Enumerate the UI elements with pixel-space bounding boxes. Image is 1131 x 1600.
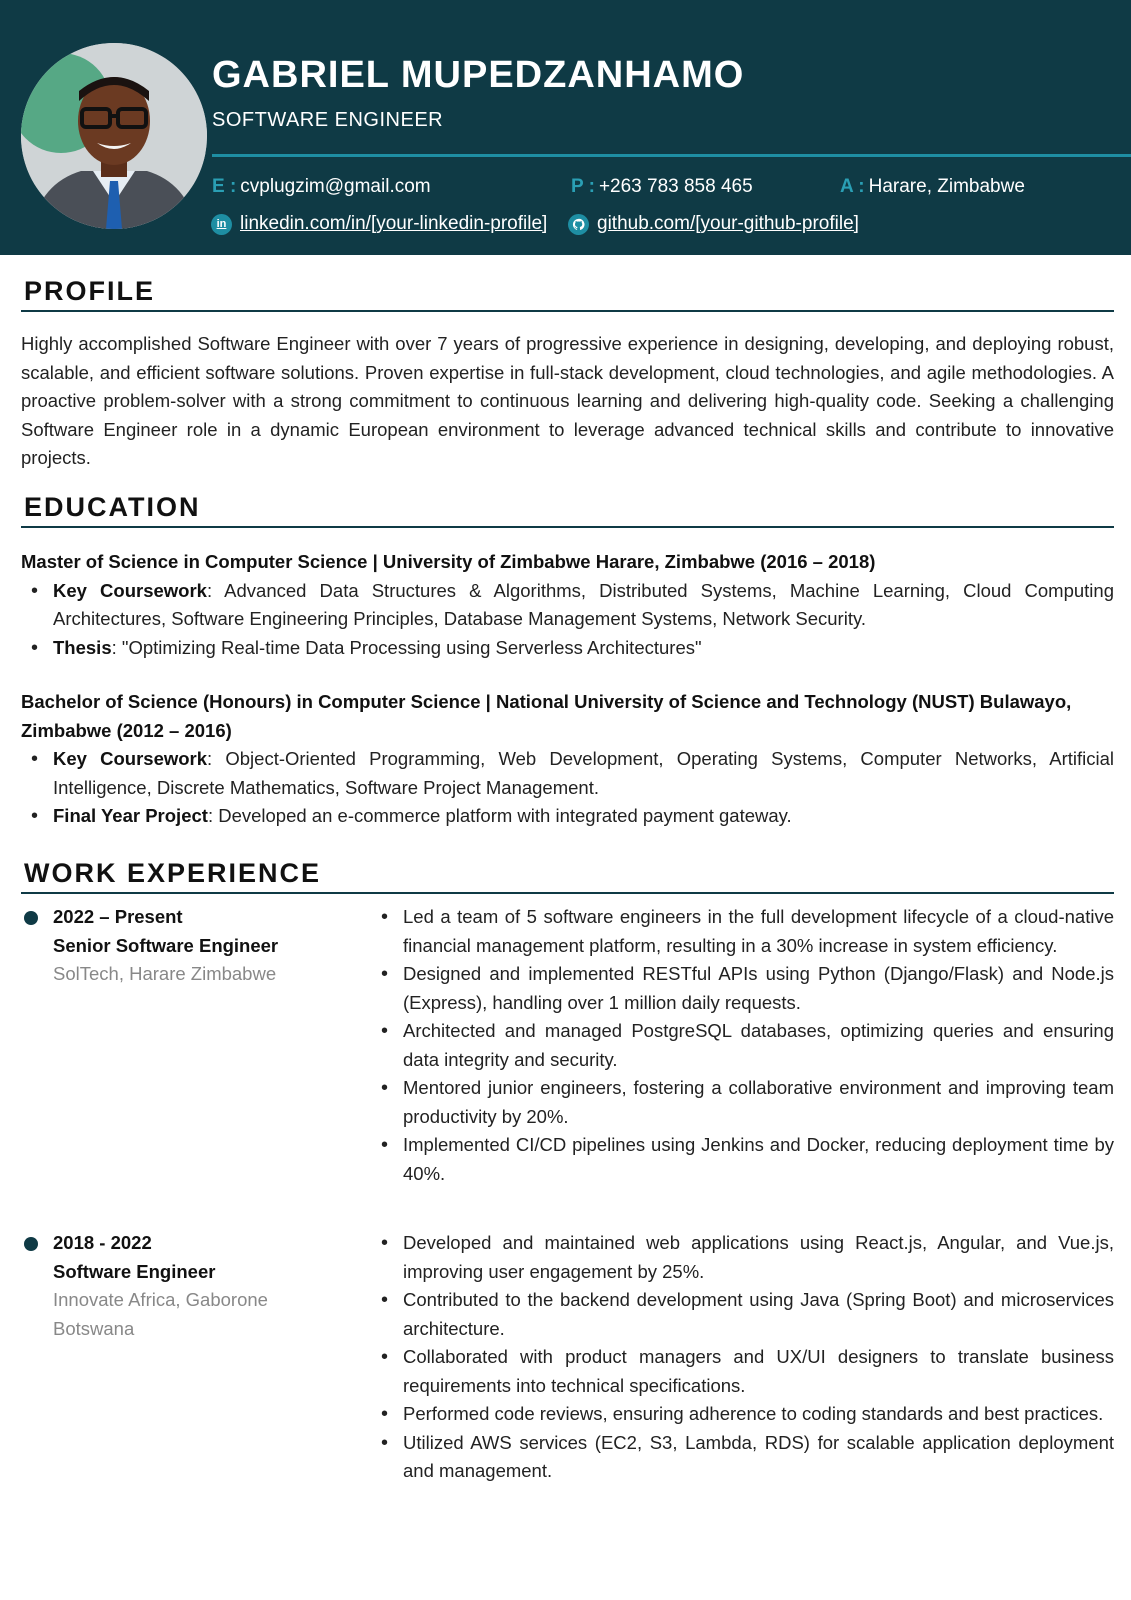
list-item: • Contributed to the backend development using Java (Spring Boot) and microservices architecture.	[403, 1286, 1114, 1343]
degree-title: Master of Science in Computer Science | University of Zimbabwe Harare, Zimbabwe (2016 – 2018)	[21, 551, 876, 572]
item-text: : Developed an e-commerce platform with integrated payment gateway.	[207, 805, 792, 826]
job-title: Software Engineer	[53, 1260, 216, 1282]
candidate-name: GABRIEL MUPEDZANHAMO	[212, 54, 745, 96]
phone-label: P :	[571, 176, 595, 197]
degree-title: Bachelor of Science (Honours) in Computer Science | National University of Science and Technology (NUST) Bulawayo, Zimbabwe (2012 – 2016)	[21, 691, 1072, 741]
list-item	[53, 634, 1114, 663]
profile-section	[21, 276, 1114, 312]
education-entry	[21, 688, 1114, 831]
list-item: • Led a team of 5 software engineers in the full development lifecycle of a cloud-native financial management platform, resulting in a 30% increase in system efficiency.	[403, 903, 1114, 960]
section-title: PROFILE	[24, 276, 156, 306]
job-title: Senior Software Engineer	[53, 934, 279, 956]
list-item: • Utilized AWS services (EC2, S3, Lambda, RDS) for scalable application deployment and management.	[403, 1429, 1114, 1486]
email-value[interactable]: cvplugzim@gmail.com	[240, 176, 431, 197]
email-label: E :	[212, 176, 237, 197]
job-dates: 2018 - 2022	[53, 1232, 152, 1253]
job-company: Innovate Africa, Gaborone Botswana	[53, 1289, 268, 1339]
contact-email	[212, 176, 431, 198]
github-url[interactable]: github.com/[your-github-profile]	[597, 213, 859, 234]
address-label: A :	[840, 176, 865, 197]
list-item: • Developed and maintained web applications using React.js, Angular, and Vue.js, improving user engagement by 25%.	[403, 1229, 1114, 1286]
section-divider	[21, 892, 1114, 894]
github-link[interactable]	[568, 213, 859, 235]
list-item: • Performed code reviews, ensuring adherence to coding standards and best practices.	[403, 1400, 1114, 1429]
address-value: Harare, Zimbabwe	[868, 176, 1025, 197]
linkedin-link[interactable]	[211, 213, 547, 235]
candidate-role: SOFTWARE ENGINEER	[212, 109, 444, 131]
education-section	[21, 492, 1114, 528]
item-text: : Object-Oriented Programming, Web Development, Operating Systems, Computer Networks, Artificial Intelligence, Discrete Mathematics, Software Project Management.	[53, 748, 1114, 798]
list-item: • Implemented CI/CD pipelines using Jenkins and Docker, reducing deployment time by 40%.	[403, 1131, 1114, 1188]
profile-summary: Highly accomplished Software Engineer with over 7 years of progressive experience in designing, developing, and deploying robust, scalable, and efficient software solutions. Proven expertise in full-stack development, cloud technologies, and agile methodologies. A proactive problem-solver with a strong commitment to continuous learning and delivering high-quality code. Seeking a challenging Software Engineer role in a dynamic European environment to leverage advanced technical skills and contribute to innovative projects.	[21, 333, 1114, 468]
item-label: Key Coursework	[53, 748, 208, 769]
profile-photo	[21, 43, 207, 229]
header-divider	[212, 154, 1131, 157]
item-text: : "Optimizing Real-time Data Processing using Serverless Architectures"	[111, 636, 702, 658]
linkedin-icon: in	[211, 214, 232, 235]
job-meta	[21, 1229, 351, 1343]
timeline-dot-icon	[24, 1237, 38, 1251]
list-item	[53, 745, 1114, 802]
item-label: Final Year Project	[53, 805, 208, 826]
contact-phone	[571, 176, 753, 198]
section-title: WORK EXPERIENCE	[24, 858, 322, 888]
item-label: Thesis	[53, 636, 112, 658]
work-experience-section	[21, 858, 1114, 894]
education-entry	[21, 548, 1114, 662]
list-item	[53, 577, 1114, 634]
job-company: SolTech, Harare Zimbabwe	[53, 963, 277, 984]
item-text: : Advanced Data Structures & Algorithms, Distributed Systems, Machine Learning, Cloud Computing Architectures, Software Engineering Principles, Database Management Systems, Network Security.	[53, 579, 1114, 629]
timeline-dot-icon	[24, 911, 38, 925]
phone-value: +263 783 858 465	[598, 176, 753, 197]
section-divider	[21, 310, 1114, 312]
job-bullets	[403, 903, 1114, 1188]
job-dates: 2022 – Present	[53, 906, 183, 927]
section-divider	[21, 526, 1114, 528]
item-label: Key Coursework	[53, 579, 207, 601]
github-icon	[568, 214, 589, 235]
list-item	[53, 802, 1114, 831]
resume-header	[0, 0, 1131, 255]
list-item: • Collaborated with product managers and UX/UI designers to translate business requirements into technical specifications.	[403, 1343, 1114, 1400]
list-item: • Architected and managed PostgreSQL databases, optimizing queries and ensuring data integrity and security.	[403, 1017, 1114, 1074]
job-meta	[21, 903, 351, 989]
list-item: • Designed and implemented RESTful APIs using Python (Django/Flask) and Node.js (Express), handling over 1 million daily requests.	[403, 960, 1114, 1017]
job-bullets	[403, 1229, 1114, 1486]
section-title: EDUCATION	[24, 492, 201, 522]
contact-address	[840, 176, 1025, 198]
linkedin-url[interactable]: linkedin.com/in/[your-linkedin-profile]	[240, 213, 548, 234]
list-item: • Mentored junior engineers, fostering a collaborative environment and improving team productivity by 20%.	[403, 1074, 1114, 1131]
